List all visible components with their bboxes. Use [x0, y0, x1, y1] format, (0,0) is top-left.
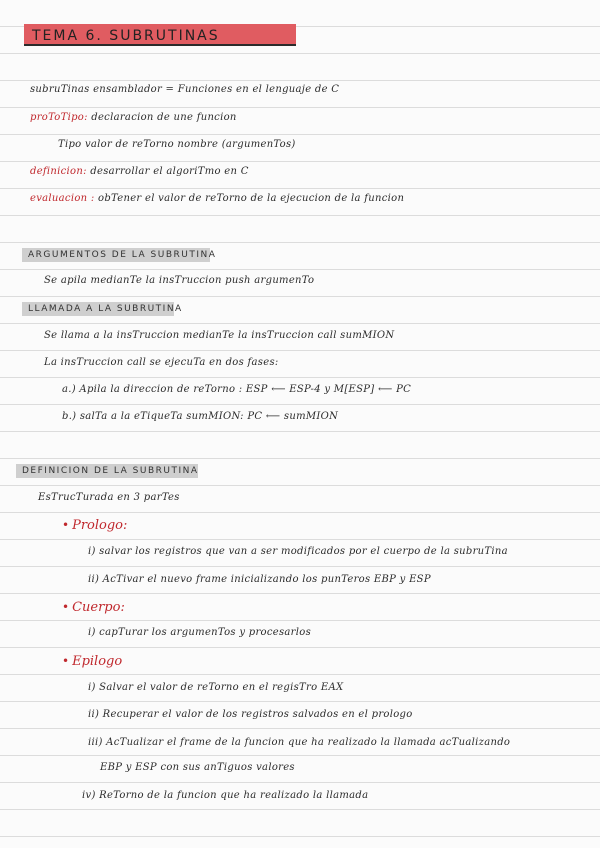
bullet-dot-icon: •: [62, 600, 70, 614]
definicion-label: definicion:: [30, 166, 87, 177]
prototipo-line: [30, 112, 237, 123]
llamada-step-a: a.) Apila la direccion de reTorno : ESP ⟵ ESP-4 y M[ESP] ⟵ PC: [62, 384, 412, 395]
evaluacion-line: [30, 193, 404, 204]
prologo-bullet: [62, 518, 127, 533]
definicion-sub-intro: EsTrucTurada en 3 parTes: [38, 492, 180, 503]
prologo-item: i) salvar los registros que van a ser modificados por el cuerpo de la subruTina: [88, 546, 508, 557]
definicion-sub-heading: DEFINICION DE LA SUBRUTINA: [16, 464, 198, 478]
epilogo-label: Epilogo: [72, 654, 123, 669]
epilogo-item: iii) AcTualizar el frame de la funcion que ha realizado la llamada acTualizando: [88, 737, 511, 748]
prototipo-label: proToTipo:: [30, 112, 88, 123]
prototipo-text: declaracion de une funcion: [91, 112, 237, 123]
prologo-label: Prologo:: [72, 518, 128, 533]
bullet-dot-icon: •: [62, 518, 70, 532]
evaluacion-label: evaluacion :: [30, 193, 95, 204]
evaluacion-text: obTener el valor de reTorno de la ejecucion de la funcion: [98, 193, 405, 204]
epilogo-bullet: [62, 654, 122, 669]
epilogo-item-continuation: EBP y ESP con sus anTiguos valores: [100, 762, 295, 773]
argumentos-heading: ARGUMENTOS DE LA SUBRUTINA: [22, 248, 210, 262]
argumentos-text: Se apila medianTe la insTruccion push argumenTo: [44, 275, 315, 286]
equivalence-line: subruTinas ensamblador = Funciones en el lenguaje de C: [30, 84, 340, 95]
epilogo-item: i) Salvar el valor de reTorno en el regisTro EAX: [88, 682, 344, 693]
llamada-heading: LLAMADA A LA SUBRUTINA: [22, 302, 174, 316]
cuerpo-label: Cuerpo:: [72, 600, 125, 615]
prototipo-detail: Tipo valor de reTorno nombre (argumenTos): [58, 139, 296, 150]
epilogo-item: ii) Recuperar el valor de los registros salvados en el prologo: [88, 709, 413, 720]
epilogo-item: iv) ReTorno de la funcion que ha realizado la llamada: [82, 790, 369, 801]
cuerpo-item: i) capTurar los argumenTos y procesarlos: [88, 627, 312, 638]
cuerpo-bullet: [62, 600, 125, 615]
prologo-item: ii) AcTivar el nuevo frame inicializando los punTeros EBP y ESP: [88, 574, 431, 585]
llamada-step-b: b.) salTa a la eTiqueTa sumMION: PC ⟵ sumMION: [62, 411, 339, 422]
definicion-text: desarrollar el algoriTmo en C: [90, 166, 249, 177]
llamada-line1: Se llama a la insTruccion medianTe la insTruccion call sumMION: [44, 330, 395, 341]
definicion-line: [30, 166, 249, 177]
page-title: TEMA 6. SUBRUTINAS: [32, 28, 220, 44]
llamada-line2: La insTruccion call se ejecuTa en dos fases:: [44, 357, 279, 368]
bullet-dot-icon: •: [62, 654, 70, 668]
